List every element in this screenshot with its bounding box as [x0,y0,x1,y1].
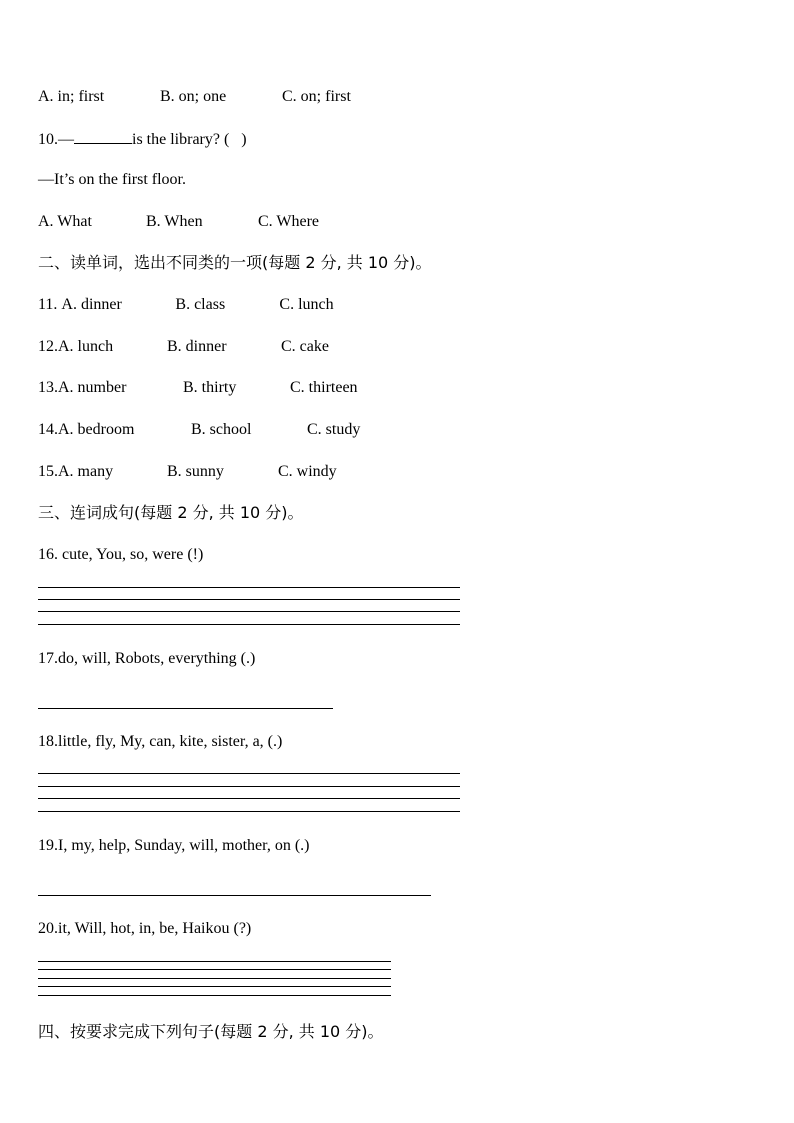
q9-options [38,87,351,107]
q20-answer-line-5[interactable] [38,995,391,996]
q13-option-b: B. thirty [183,379,237,396]
q15-option-b: B. sunny [167,463,224,480]
q20-number: 20. [38,920,58,937]
q9-option-b: B. on; one [160,88,227,105]
q18-answer-line-2[interactable] [38,786,460,787]
q16-number: 16. [38,546,58,563]
q19 [38,836,309,856]
q18-answer-line-3[interactable] [38,798,460,799]
q19-answer-line[interactable] [38,895,431,896]
q10-options [38,212,319,232]
q12-option-b: B. dinner [167,338,227,355]
q20-answer-line-2[interactable] [38,969,391,970]
q12-number: 12. [38,338,58,355]
q12 [38,337,329,357]
q10-number: 10. [38,131,58,148]
q15-option-a: A. many [58,463,114,480]
section-4-heading: 四、按要求完成下列句子(每题 2 分, 共 10 分)。 [38,1022,384,1041]
q17 [38,649,255,669]
q15 [38,462,337,482]
q10-option-c: C. Where [258,213,320,230]
q19-words: I, my, help, Sunday, will, mother, on (.) [58,837,310,854]
section-3-heading: 三、连词成句(每题 2 分, 共 10 分)。 [38,503,304,522]
q17-answer-line[interactable] [38,708,333,709]
section-2-heading: 二、读单词，选出不同类的一项(每题 2 分, 共 10 分)。 [38,253,432,272]
q13-option-a: A. number [58,379,127,396]
q10-dash: — [58,131,74,148]
q16-answer-line-1[interactable] [38,587,460,588]
q16-words: cute, You, so, were (!) [58,546,204,563]
q11-option-a: A. dinner [61,296,122,313]
q10-answer-blank[interactable] [74,129,132,144]
q20-answer-line-3[interactable] [38,978,391,979]
q14-option-b: B. school [191,421,252,438]
q17-number: 17. [38,650,58,667]
q20-words: it, Will, hot, in, be, Haikou (?) [58,920,252,937]
q10-answer-line: —It’s on the first floor. [38,171,186,188]
q14-option-a: A. bedroom [58,421,135,438]
q18-number: 18. [38,733,58,750]
q18-answer-line-1[interactable] [38,773,460,774]
q14-number: 14. [38,421,58,438]
q13-number: 13. [38,379,58,396]
q19-number: 19. [38,837,58,854]
q17-words: do, will, Robots, everything (.) [58,650,256,667]
q16 [38,545,203,565]
q18 [38,732,282,752]
q10-stem [38,129,247,150]
q12-option-a: A. lunch [58,338,114,355]
q18-answer-line-4[interactable] [38,811,460,812]
q13-option-c: C. thirteen [290,379,358,396]
q20-answer-line-1[interactable] [38,961,391,962]
q15-number: 15. [38,463,58,480]
q9-option-a: A. in; first [38,88,105,105]
q11 [38,295,334,315]
q11-option-b: B. class [175,296,226,313]
q18-words: little, fly, My, can, kite, sister, a, (.) [58,733,283,750]
q20-answer-line-4[interactable] [38,986,391,987]
q11-option-c: C. lunch [279,296,334,313]
q20 [38,919,251,939]
q12-option-c: C. cake [281,338,329,355]
q16-answer-line-2[interactable] [38,599,460,600]
q14 [38,420,360,440]
q9-option-c: C. on; first [282,88,351,105]
q10-option-a: A. What [38,213,92,230]
q10-option-b: B. When [146,213,203,230]
q16-answer-line-3[interactable] [38,611,460,612]
q13 [38,378,358,398]
q15-option-c: C. windy [278,463,337,480]
q14-option-c: C. study [307,421,361,438]
q11-number: 11. [38,296,62,313]
q16-answer-line-4[interactable] [38,624,460,625]
q10-stem-text: is the library? [132,131,220,148]
q10-answer-paren[interactable]: ( ) [223,131,247,148]
